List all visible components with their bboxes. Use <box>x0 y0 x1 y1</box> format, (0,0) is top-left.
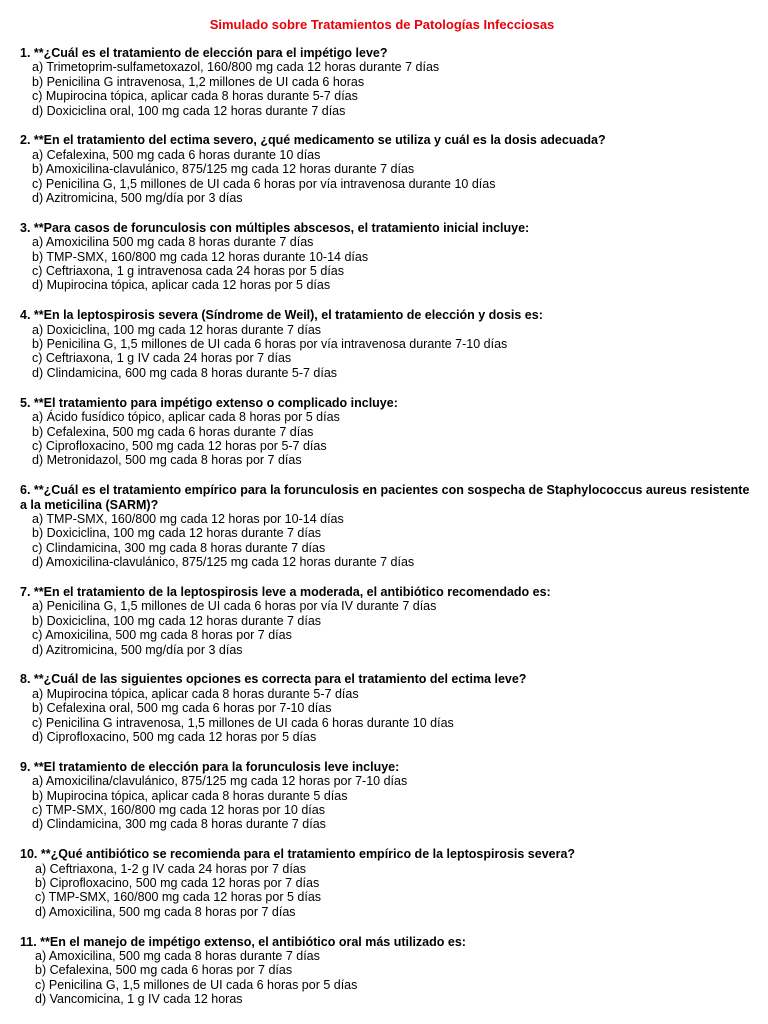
option-b: b) Mupirocina tópica, aplicar cada 8 horas durante 5 días <box>32 788 348 803</box>
option-a: a) Doxiciclina, 100 mg cada 12 horas durante 7 días <box>32 322 322 337</box>
option-b: b) Cefalexina, 500 mg cada 6 horas durante 7 días <box>32 424 314 439</box>
option-d: d) Clindamicina, 600 mg cada 8 horas durante 5-7 días <box>32 365 338 380</box>
option-d: d) Doxiciclina oral, 100 mg cada 12 horas durante 7 días <box>32 103 346 118</box>
option-d: d) Azitromicina, 500 mg/día por 3 días <box>32 191 243 206</box>
option-b: b) Amoxicilina-clavulánico, 875/125 mg cada 12 horas durante 7 días <box>32 162 415 177</box>
question-1 <box>20 46 750 118</box>
option-d: d) Amoxicilina, 500 mg cada 8 horas por 7 días <box>35 904 296 919</box>
option-list <box>20 687 750 745</box>
option-a: a) Cefalexina, 500 mg cada 6 horas durante 10 días <box>32 147 321 162</box>
option-c: c) Ceftriaxona, 1 g intravenosa cada 24 horas por 5 días <box>32 264 344 279</box>
option-b: b) Doxiciclina, 100 mg cada 12 horas durante 7 días <box>32 613 322 628</box>
option-d: d) Clindamicina, 300 mg cada 8 horas durante 7 días <box>32 817 326 832</box>
question-stem: 7. **En el tratamiento de la leptospirosis leve a moderada, el antibiótico recomendado es: <box>20 584 551 599</box>
question-8 <box>20 672 750 744</box>
question-stem: 3. **Para casos de forunculosis con múltiples abscesos, el tratamiento inicial incluye: <box>20 220 530 235</box>
option-list <box>20 60 750 118</box>
option-a: a) Amoxicilina 500 mg cada 8 horas durante 7 días <box>32 235 314 250</box>
option-list <box>20 235 750 293</box>
option-c: c) TMP-SMX, 160/800 mg cada 12 horas por 5 días <box>35 890 322 905</box>
option-list <box>20 949 750 1007</box>
question-11 <box>20 935 750 1007</box>
option-c: c) Penicilina G, 1,5 millones de UI cada 6 horas por 5 días <box>35 977 358 992</box>
option-b: b) Cefalexina, 500 mg cada 6 horas por 7 días <box>35 963 293 978</box>
question-stem: 6. **¿Cuál es el tratamiento empírico para la forunculosis en pacientes con sospecha de Staphylococcus aureus resistente a la meticilina (SARM)? <box>20 483 750 512</box>
option-c: c) Clindamicina, 300 mg cada 8 horas durante 7 días <box>32 540 326 555</box>
option-b: b) Cefalexina oral, 500 mg cada 6 horas por 7-10 días <box>32 701 332 716</box>
question-stem: 2. **En el tratamiento del ectima severo, ¿qué medicamento se utiliza y cuál es la dosis adecuada? <box>20 133 606 148</box>
option-d: d) Amoxicilina-clavulánico, 875/125 mg cada 12 horas durante 7 días <box>32 555 415 570</box>
option-a: a) TMP-SMX, 160/800 mg cada 12 horas por 10-14 días <box>32 511 344 526</box>
question-stem: 10. **¿Qué antibiótico se recomienda para el tratamiento empírico de la leptospirosis severa? <box>20 847 576 862</box>
option-d: d) Vancomicina, 1 g IV cada 12 horas <box>35 992 243 1007</box>
question-list <box>20 46 750 1022</box>
option-list <box>20 410 750 468</box>
question-stem: 4. **En la leptospirosis severa (Síndrome de Weil), el tratamiento de elección y dosis es: <box>20 308 543 323</box>
question-10 <box>20 847 750 919</box>
option-a: a) Ácido fusídico tópico, aplicar cada 8 horas por 5 días <box>32 410 340 425</box>
option-d: d) Azitromicina, 500 mg/día por 3 días <box>32 642 243 657</box>
option-b: b) Penicilina G, 1,5 millones de UI cada 6 horas por vía intravenosa durante 7-10 días <box>32 337 508 352</box>
option-list <box>20 148 750 206</box>
option-c: c) Ceftriaxona, 1 g IV cada 24 horas por 7 días <box>32 351 292 366</box>
question-stem: 11. **En el manejo de impétigo extenso, el antibiótico oral más utilizado es: <box>20 934 466 949</box>
option-list <box>20 774 750 832</box>
question-3 <box>20 221 750 293</box>
question-2 <box>20 133 750 205</box>
option-b: b) Penicilina G intravenosa, 1,2 millones de UI cada 6 horas <box>32 74 365 89</box>
option-d: d) Mupirocina tópica, aplicar cada 12 horas por 5 días <box>32 278 331 293</box>
option-a: a) Penicilina G, 1,5 millones de UI cada 6 horas por vía IV durante 7 días <box>32 599 437 614</box>
question-4 <box>20 308 750 380</box>
question-stem: 8. **¿Cuál de las siguientes opciones es correcta para el tratamiento del ectima leve? <box>20 672 527 687</box>
option-list <box>20 599 750 657</box>
option-b: b) Ciprofloxacino, 500 mg cada 12 horas por 7 días <box>35 876 320 891</box>
option-a: a) Ceftriaxona, 1-2 g IV cada 24 horas por 7 días <box>35 861 306 876</box>
document-title: Simulado sobre Tratamientos de Patologías Infecciosas <box>209 17 555 32</box>
option-b: b) TMP-SMX, 160/800 mg cada 12 horas durante 10-14 días <box>32 249 369 264</box>
option-list <box>20 323 750 381</box>
question-5 <box>20 396 750 468</box>
option-list <box>20 862 750 920</box>
option-c: c) TMP-SMX, 160/800 mg cada 12 horas por 10 días <box>32 803 325 817</box>
question-9 <box>20 760 750 832</box>
question-7 <box>20 585 750 657</box>
option-c: c) Penicilina G intravenosa, 1,5 millones de UI cada 6 horas durante 10 días <box>32 715 454 730</box>
option-a: a) Amoxicilina, 500 mg cada 8 horas durante 7 días <box>35 949 320 964</box>
option-d: d) Ciprofloxacino, 500 mg cada 12 horas por 5 días <box>32 729 317 744</box>
option-a: a) Amoxicilina/clavulánico, 875/125 mg cada 12 horas por 7-10 días <box>32 774 408 789</box>
option-list <box>20 512 750 570</box>
option-c: c) Penicilina G, 1,5 millones de UI cada 6 horas por vía intravenosa durante 10 días <box>32 176 496 191</box>
option-c: c) Ciprofloxacino, 500 mg cada 12 horas por 5-7 días <box>32 438 327 453</box>
question-stem: 9. **El tratamiento de elección para la forunculosis leve incluye: <box>20 759 400 774</box>
question-stem: 5. **El tratamiento para impétigo extenso o complicado incluye: <box>20 395 398 410</box>
option-c: c) Amoxicilina, 500 mg cada 8 horas por 7 días <box>32 628 292 643</box>
option-c: c) Mupirocina tópica, aplicar cada 8 horas durante 5-7 días <box>32 89 358 104</box>
question-6 <box>20 483 750 569</box>
option-b: b) Doxiciclina, 100 mg cada 12 horas durante 7 días <box>32 526 322 541</box>
question-stem: 1. **¿Cuál es el tratamiento de elección para el impétigo leve? <box>20 46 388 60</box>
option-a: a) Trimetoprim-sulfametoxazol, 160/800 mg cada 12 horas durante 7 días <box>32 60 440 75</box>
option-a: a) Mupirocina tópica, aplicar cada 8 horas durante 5-7 días <box>32 686 359 701</box>
option-d: d) Metronidazol, 500 mg cada 8 horas por 7 días <box>32 453 302 468</box>
